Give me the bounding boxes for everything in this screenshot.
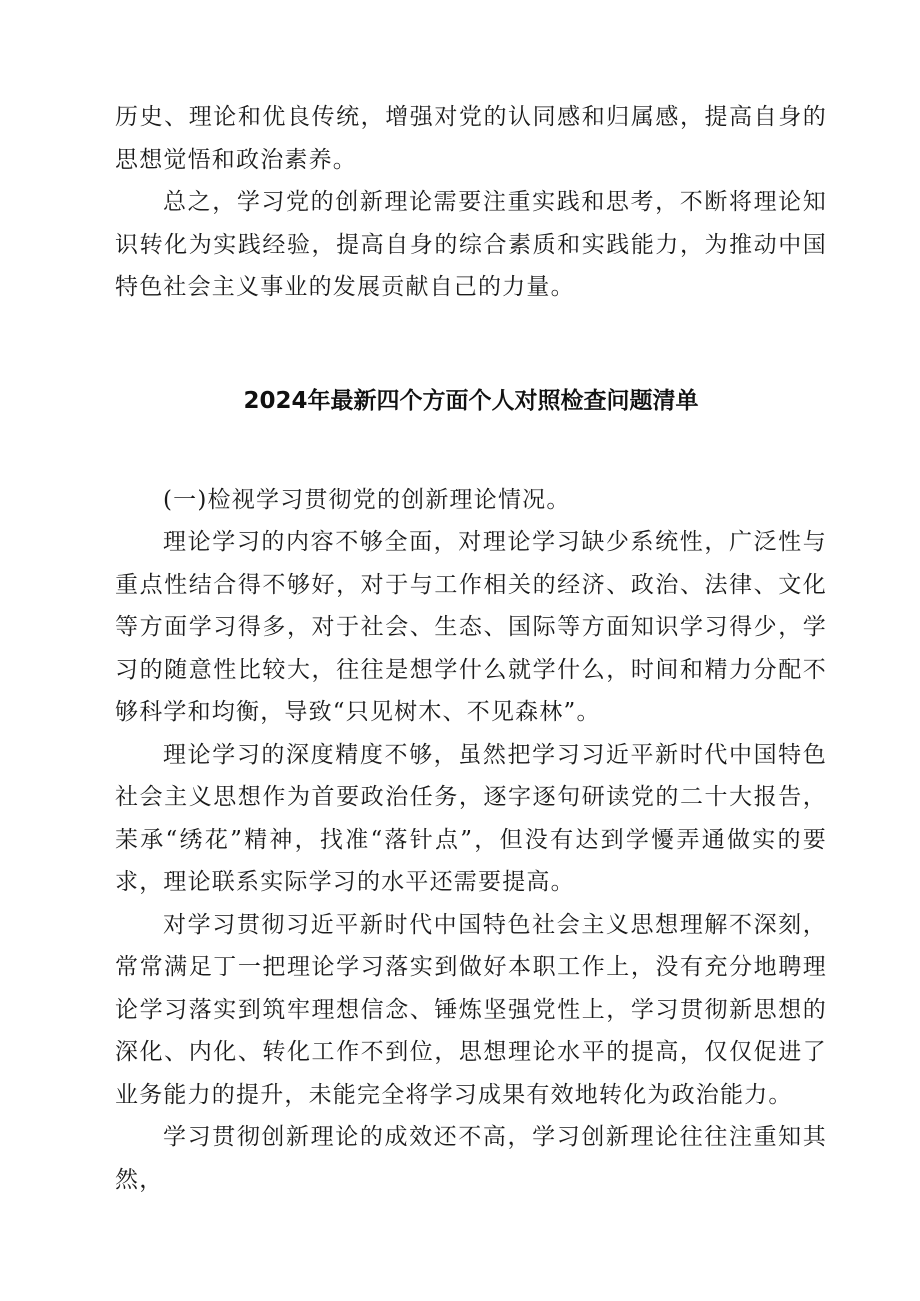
body-paragraph-1: 理论学习的内容不够全面，对理论学习缺少系统性，广泛性与重点性结合得不够好，对于与工作相关的经济、政治、法律、文化等方面学习得多，对于社会、生态、国际等方面知识学习得少，学习的随意性比较大，往往是想学什么就学什么，时间和精力分配不够科学和均衡，导致“只见树木、不见森林”。: [115, 529, 827, 725]
spacer: [115, 309, 827, 381]
paragraph-intro-continuation: 历史、理论和优良传统，增强对党的认同感和归属感，提高自身的思想觉悟和政治素养。: [115, 104, 827, 173]
document-title: 2024年最新四个方面个人对照检查问题清单: [243, 387, 699, 414]
section-heading: (一)检视学习贯彻党的创新理论情况。: [163, 486, 571, 513]
paragraph-conclusion: 总之，学习党的创新理论需要注重实践和思考，不断将理论知识转化为实践经验，提高自身的综合素质和实践能力，为推动中国特色社会主义事业的发展贡献自己的力量。: [115, 189, 827, 300]
spacer: [115, 421, 827, 479]
body-paragraph-2: 理论学习的深度精度不够，虽然把学习习近平新时代中国特色社会主义思想作为首要政治任务，逐字逐句研读党的二十大报告，苿承“绣花”精神，找准“落针点”，但没有达到学懮弄通做实的要求，理论联系实际学习的水平还需要提高。: [115, 741, 827, 895]
body-paragraph-4: 学习贯彻创新理论的成效还不高，学习创新理论往往注重知其然，: [115, 1124, 827, 1193]
body-paragraph-3: 对学习贯彻习近平新时代中国特色社会主义思想理解不深刻，常常满足丁一把理论学习落实到做好本职工作上，没有充分地聘理论学习落实到筑牢理想信念、锤炼坚强党性上，学习贯彻新思想的深化、内化、转化工作不到位，思想理论水平的提高，仅仅促进了业务能力的提升，未能完全将学习成果有效地转化为政治能力。: [115, 911, 827, 1108]
document-page: [115, 96, 827, 1201]
